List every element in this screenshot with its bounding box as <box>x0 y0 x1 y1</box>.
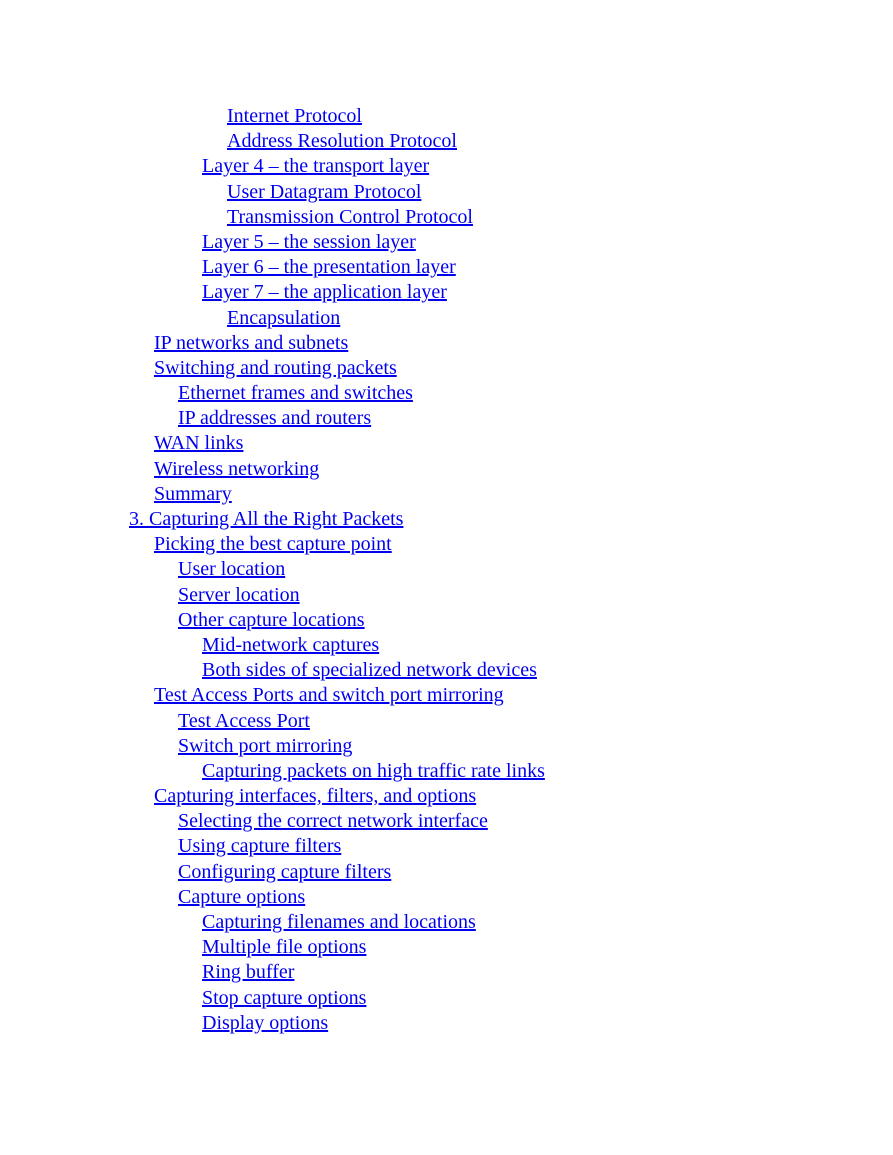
toc-entry <box>0 809 545 834</box>
toc-link[interactable]: Layer 6 – the presentation layer <box>202 256 456 279</box>
toc-entry <box>0 331 545 356</box>
toc-entry <box>0 885 545 910</box>
toc-link[interactable]: Configuring capture filters <box>178 860 392 883</box>
toc-entry <box>0 860 545 885</box>
toc-link[interactable]: Layer 5 – the session layer <box>202 230 416 253</box>
toc-link[interactable]: Server location <box>178 583 300 606</box>
toc-link[interactable]: WAN links <box>154 432 244 455</box>
toc-entry <box>0 759 545 784</box>
toc-link[interactable]: Ethernet frames and switches <box>178 382 413 405</box>
toc-entry <box>0 683 545 708</box>
toc-link[interactable]: Capturing filenames and locations <box>202 911 476 933</box>
toc-link[interactable]: 3. Capturing All the Right Packets <box>129 508 404 530</box>
toc-entry <box>0 482 545 507</box>
toc-entry <box>0 457 545 482</box>
toc-link[interactable]: Transmission Control Protocol <box>227 205 473 228</box>
toc-entry <box>0 406 545 431</box>
toc-link[interactable]: Switch port mirroring <box>178 734 353 757</box>
table-of-contents <box>0 104 545 1036</box>
toc-link[interactable]: Multiple file options <box>202 936 367 959</box>
toc-link[interactable]: User location <box>178 558 286 581</box>
toc-entry <box>0 507 545 532</box>
toc-link[interactable]: Switching and routing packets <box>154 356 397 379</box>
toc-link[interactable]: Layer 4 – the transport layer <box>202 155 430 178</box>
toc-entry <box>0 205 545 230</box>
toc-entry <box>0 633 545 658</box>
toc-entry <box>0 280 545 305</box>
toc-link[interactable]: Wireless networking <box>154 457 320 480</box>
toc-entry <box>0 255 545 280</box>
toc-entry <box>0 230 545 255</box>
toc-entry <box>0 709 545 734</box>
toc-link[interactable]: Stop capture options <box>202 986 367 1009</box>
toc-link[interactable]: Address Resolution Protocol <box>227 130 457 153</box>
toc-entry <box>0 986 545 1011</box>
toc-link[interactable]: Test Access Ports and switch port mirroring <box>154 684 504 707</box>
toc-entry <box>0 935 545 960</box>
toc-link[interactable]: Other capture locations <box>178 608 365 631</box>
toc-link[interactable]: IP addresses and routers <box>178 407 372 430</box>
toc-entry <box>0 180 545 205</box>
toc-entry <box>0 1011 545 1036</box>
toc-entry <box>0 129 545 154</box>
toc-entry <box>0 734 545 759</box>
toc-link[interactable]: Layer 7 – the application layer <box>202 281 447 304</box>
toc-entry <box>0 356 545 381</box>
toc-entry <box>0 583 545 608</box>
toc-entry <box>0 784 545 809</box>
toc-link[interactable]: Capturing packets on high traffic rate links <box>202 759 545 782</box>
toc-link[interactable]: User Datagram Protocol <box>227 180 422 203</box>
toc-link[interactable]: Both sides of specialized network devices <box>202 659 537 682</box>
toc-link[interactable]: Summary <box>154 482 232 505</box>
toc-link[interactable]: Mid-network captures <box>202 633 380 656</box>
toc-link[interactable]: IP networks and subnets <box>154 331 349 354</box>
toc-link[interactable]: Encapsulation <box>227 306 341 329</box>
toc-link[interactable]: Picking the best capture point <box>154 533 392 556</box>
toc-link[interactable]: Capture options <box>178 885 306 908</box>
toc-entry <box>0 532 545 557</box>
toc-link[interactable]: Ring buffer <box>202 961 295 984</box>
toc-link[interactable]: Test Access Port <box>178 709 310 732</box>
toc-entry <box>0 431 545 456</box>
toc-entry <box>0 658 545 683</box>
toc-entry <box>0 960 545 985</box>
toc-entry <box>0 608 545 633</box>
toc-link[interactable]: Using capture filters <box>178 835 342 858</box>
toc-entry <box>0 834 545 859</box>
toc-entry <box>0 306 545 331</box>
toc-link[interactable]: Selecting the correct network interface <box>178 810 488 833</box>
toc-link[interactable]: Display options <box>202 1011 329 1034</box>
toc-entry <box>0 381 545 406</box>
toc-entry <box>0 104 545 129</box>
toc-entry <box>0 557 545 582</box>
toc-link[interactable]: Internet Protocol <box>227 105 362 127</box>
toc-entry <box>0 154 545 179</box>
toc-link[interactable]: Capturing interfaces, filters, and options <box>154 785 477 808</box>
toc-entry <box>0 910 545 935</box>
